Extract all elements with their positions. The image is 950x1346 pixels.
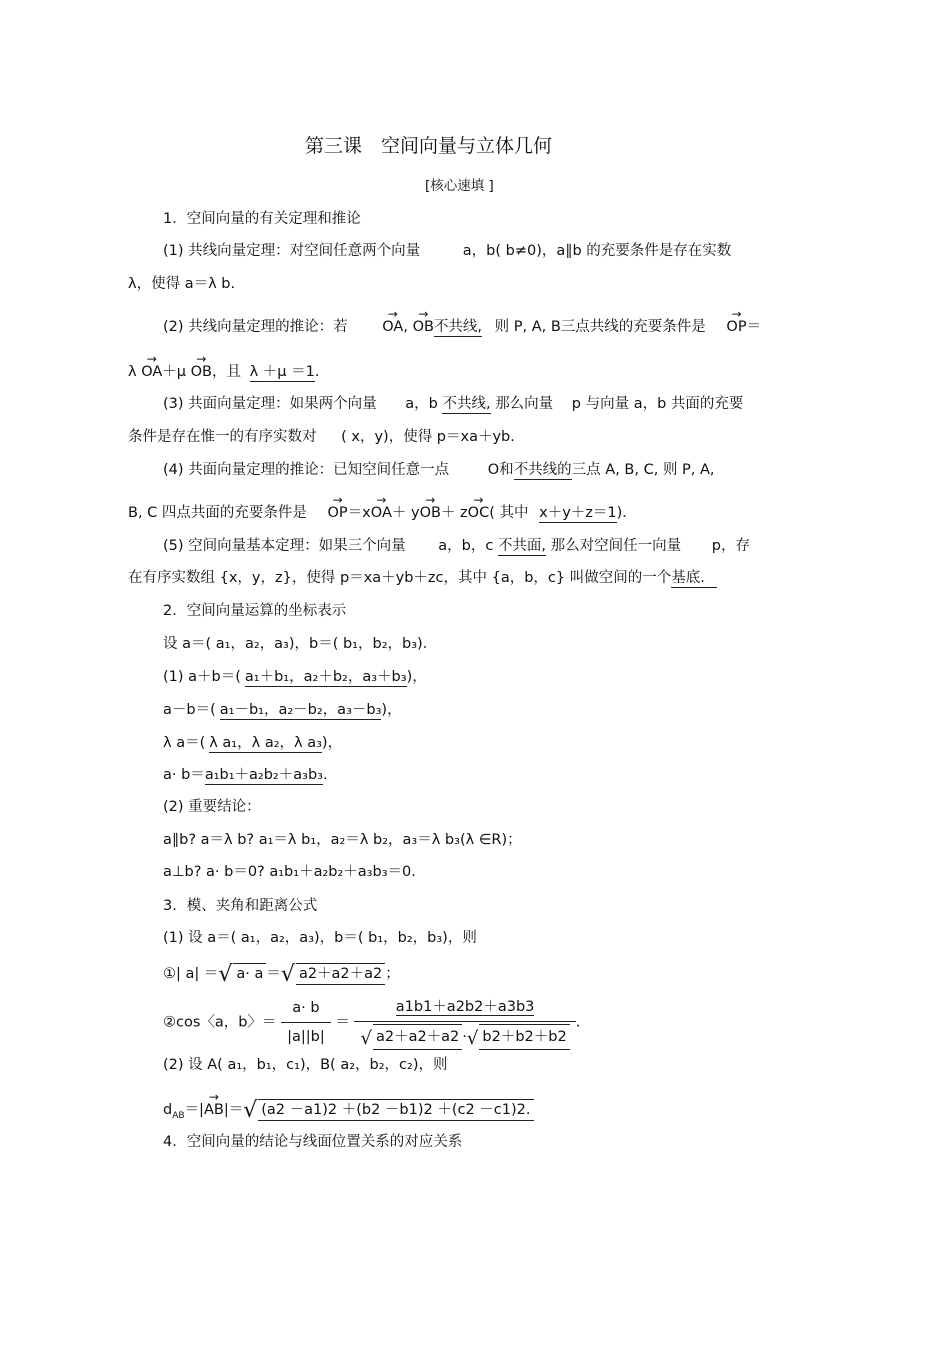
s1-p2-line1 (163, 317, 761, 337)
page-title: 第三课 空间向量与立体几何 (305, 135, 553, 157)
text: 则 P, A, B三点共线的充要条件是 (494, 319, 706, 335)
text: (4) 共面向量定理的推论：已知空间任意一点 (163, 462, 450, 478)
answer-add: a₁＋b₁，a₂＋b₂，a₃＋b₃ (244, 669, 407, 685)
text: ＝ (266, 966, 281, 982)
sqrt-icon: √ (360, 1028, 372, 1049)
text: a，b，c (438, 538, 494, 554)
text: · (462, 1029, 467, 1045)
s1-p1-line2: λ，使得 a＝λ b. (128, 276, 236, 292)
text: ＝ (746, 319, 762, 335)
vector-oc: → OC (468, 503, 490, 523)
vector-ob: → OB (413, 317, 434, 337)
text: (1) a＋b＝( (163, 669, 241, 685)
text: ＋μ (162, 364, 187, 380)
s2-parallel: a∥b? a＝λ b? a₁＝λ b₁，a₂＝λ b₂，a₃＝λ b₃(λ ∈R)； (163, 832, 522, 848)
text: |＝ (223, 1102, 244, 1118)
text: . (575, 1014, 581, 1031)
text: a1b1＋a2b2＋a3b3 (395, 999, 535, 1015)
text: ，且 (212, 364, 241, 380)
text: 在有序实数组 {x，y，z}，使得 p＝xa＋yb＋zc，其中 {a，b，c} 叫做空间的一个 (128, 570, 672, 586)
answer-mul: λ a₁，λ a₂，λ a₃ (209, 735, 322, 751)
s1-p2-line2 (128, 362, 319, 382)
text: a· b＝ (163, 767, 205, 783)
text: (1) 共线向量定理：对空间任意两个向量 (163, 243, 421, 259)
subscript: AB (172, 1110, 185, 1121)
text: d (163, 1102, 173, 1118)
text: )， (406, 669, 427, 685)
s2-dot (163, 765, 328, 785)
text: 那么向量 (495, 396, 554, 412)
vector-op: → OP (328, 503, 348, 523)
text: ②cos〈a，b〉＝ (163, 1014, 277, 1031)
vector-oa: → OA (141, 362, 162, 382)
text: . (314, 364, 320, 380)
text: B, C 四点共面的充要条件是 (128, 505, 307, 521)
text: )， (381, 702, 402, 718)
vector-ob: → OB (420, 503, 441, 523)
text: b2＋b2＋b2 (479, 1024, 569, 1050)
text: 条件是存在惟一的有序实数对 (128, 429, 317, 445)
answer-xyz: x＋y＋z＝1 (539, 505, 617, 521)
text: . (322, 767, 328, 783)
vector-oa: → OA (382, 317, 403, 337)
s3-cos (163, 995, 580, 1050)
s1-p4-line1 (163, 460, 715, 480)
text: ； (385, 966, 400, 982)
text: )， (321, 735, 343, 751)
text: a2＋a2＋a2 (373, 1024, 462, 1050)
text: (5) 空间向量基本定理：如果三个向量 (163, 538, 406, 554)
text: a，b (405, 396, 438, 412)
text: p，存 (711, 538, 750, 554)
text: ＋ y (391, 505, 420, 521)
s3-set2: (2) 设 A( a₁，b₁，c₁)，B( a₂，b₂，c₂)，则 (163, 1057, 448, 1073)
text: p 与向量 a，b 共面的充要 (571, 396, 744, 412)
answer-not-collinear: 不共线, (433, 319, 483, 335)
s2-perpendicular: a⊥b? a· b＝0? a₁b₁＋a₂b₂＋a₃b₃＝0. (163, 864, 416, 880)
text: ＝| (184, 1102, 204, 1118)
s1-p3-line1 (163, 394, 743, 414)
answer-distance: (a2 －a1)2 ＋(b2 －b1)2 ＋(c2 －c1)2. (258, 1099, 533, 1121)
s3-modulus (163, 962, 400, 985)
text: λ a＝( (163, 735, 206, 751)
s1-p5-line2 (128, 568, 717, 588)
text: ＝ (335, 1014, 350, 1031)
sqrt-radicand: a· a (233, 963, 266, 984)
text: ①| a| ＝ (163, 966, 219, 982)
text: λ (128, 364, 137, 380)
answer-cos-numerator (354, 995, 575, 1022)
s2-heading: 2．空间向量运算的坐标表示 (163, 603, 347, 619)
text: O和 (487, 462, 514, 478)
s2-mul (163, 733, 342, 753)
comma: , (403, 319, 408, 335)
sqrt-icon: √ (218, 962, 233, 987)
s2-set: 设 a＝( a₁，a₂，a₃)，b＝( b₁，b₂，b₃)． (163, 636, 438, 652)
sqrt-icon: √ (280, 962, 295, 987)
fraction (281, 996, 331, 1049)
denominator: |a||b| (287, 1029, 325, 1045)
text: ＝x (347, 505, 371, 521)
s1-p4-line2 (128, 503, 637, 523)
answer-modulus: a2＋a2＋a2 (296, 963, 385, 985)
sqrt-icon: √ (466, 1028, 479, 1049)
s3-distance (163, 1098, 534, 1126)
answer-sub: a₁－b₁，a₂－b₂，a₃－b₃ (219, 702, 382, 718)
s2-sub (163, 700, 402, 720)
answer-basis: 基底. (671, 570, 717, 588)
text: (3) 共面向量定理：如果两个向量 (163, 396, 377, 412)
s3-heading: 3．模、夹角和距离公式 (163, 898, 318, 914)
s2-add (163, 667, 427, 687)
text: a，b( b≠0)，a∥b 的充要条件是存在实数 (462, 243, 732, 259)
text: (2) 共线向量定理的推论：若 (163, 319, 348, 335)
answer-not-collinear: 不共线, (442, 396, 491, 412)
vector-ob: → OB (191, 362, 212, 382)
sqrt-icon: √ (243, 1098, 258, 1123)
fraction (354, 995, 575, 1050)
vector-ab: → AB (204, 1100, 224, 1120)
answer-cos-denominator (354, 1024, 575, 1050)
answer-not-collinear: 不共线的 (513, 462, 572, 478)
vector-oa: → OA (371, 503, 392, 523)
text: ( x，y)，使得 p＝xa＋yb. (341, 429, 515, 445)
section-tag: [核心速填 ] (425, 178, 494, 194)
text: )． (616, 505, 637, 521)
text: 三点 A, B, C, 则 P, A, (571, 462, 715, 478)
text: ( 其中 (489, 505, 529, 521)
s4-heading: 4．空间向量的结论与线面位置关系的对应关系 (163, 1134, 463, 1150)
answer-lambda-mu: λ ＋μ ＝1 (249, 364, 315, 380)
answer-dot: a₁b₁＋a₂b₂＋a₃b₃ (204, 767, 323, 783)
s1-p5-line1 (163, 536, 750, 556)
s2-important: (2) 重要结论： (163, 799, 261, 815)
numerator: a· b (281, 996, 331, 1023)
s1-p3-line2 (128, 427, 515, 447)
s1-heading: 1．空间向量的有关定理和推论 (163, 211, 361, 227)
text: a－b＝( (163, 702, 216, 718)
s3-set: (1) 设 a＝( a₁，a₂，a₃)，b＝( b₁，b₂，b₃)，则 (163, 930, 477, 946)
answer-not-coplanar: 不共面, (497, 538, 547, 554)
vector-op: → OP (726, 317, 746, 337)
s1-p1-line1 (163, 241, 731, 261)
text: ＋ z (440, 505, 468, 521)
text: 那么对空间任一向量 (550, 538, 682, 554)
